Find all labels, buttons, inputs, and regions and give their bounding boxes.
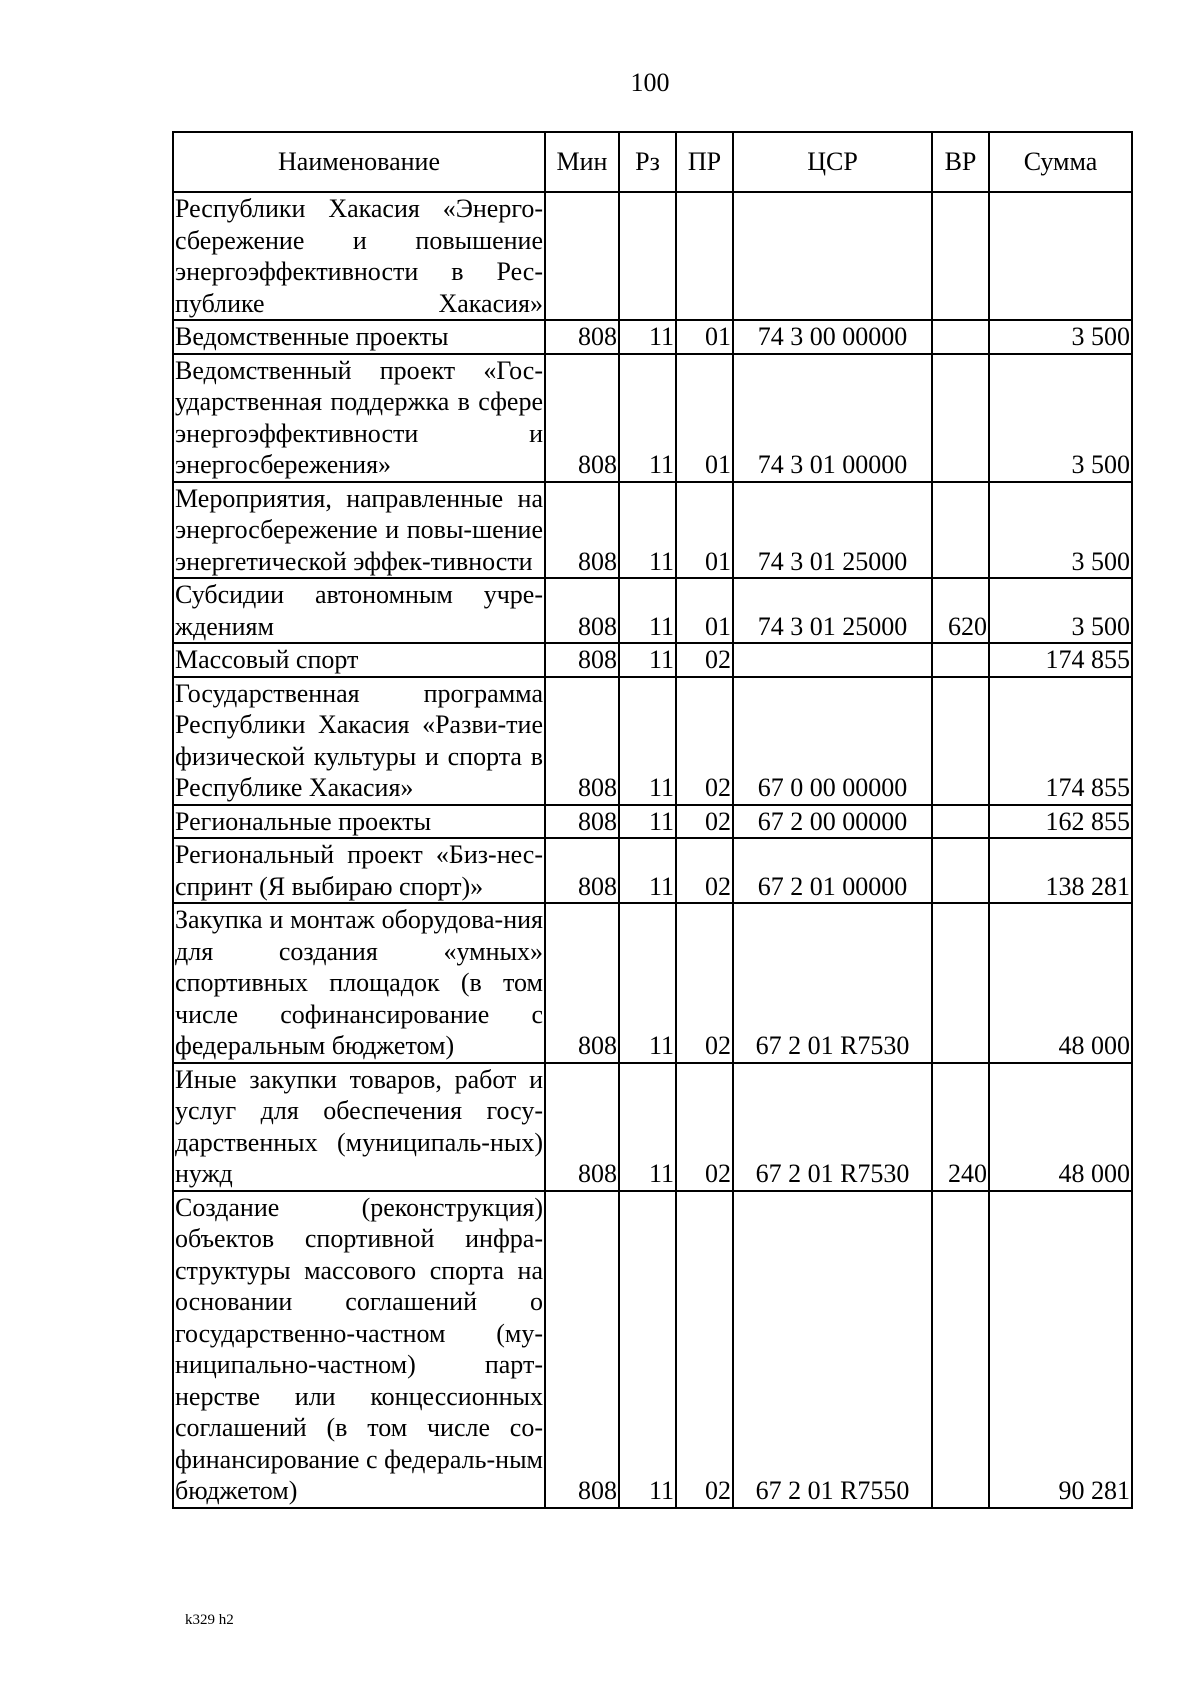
row-vr: 240 bbox=[932, 1063, 989, 1191]
row-vr bbox=[932, 838, 989, 903]
row-min: 808 bbox=[545, 354, 619, 482]
row-sum: 138 281 bbox=[989, 838, 1132, 903]
row-csr bbox=[733, 643, 932, 677]
row-csr: 67 2 01 00000 bbox=[733, 838, 932, 903]
row-name: Ведомственные проекты bbox=[173, 320, 545, 354]
row-rz bbox=[619, 192, 676, 320]
row-rz: 11 bbox=[619, 1063, 676, 1191]
row-name: Ведомственный проект «Гос-ударственная поддержка в сфере энергоэффективности и энергосбережения» bbox=[173, 354, 545, 482]
table-row bbox=[173, 677, 1132, 805]
row-rz: 11 bbox=[619, 578, 676, 643]
row-rz: 11 bbox=[619, 677, 676, 805]
row-pr: 02 bbox=[676, 805, 733, 839]
table-row bbox=[173, 578, 1132, 643]
row-csr: 74 3 01 25000 bbox=[733, 482, 932, 579]
row-vr bbox=[932, 482, 989, 579]
row-vr bbox=[932, 1191, 989, 1508]
row-sum: 48 000 bbox=[989, 903, 1132, 1063]
row-vr bbox=[932, 320, 989, 354]
row-vr bbox=[932, 643, 989, 677]
row-sum: 48 000 bbox=[989, 1063, 1132, 1191]
table-row bbox=[173, 838, 1132, 903]
table-row bbox=[173, 805, 1132, 839]
row-vr bbox=[932, 354, 989, 482]
table-row bbox=[173, 1191, 1132, 1508]
header-row bbox=[173, 132, 1132, 192]
row-csr: 74 3 01 00000 bbox=[733, 354, 932, 482]
row-min: 808 bbox=[545, 578, 619, 643]
row-name: Мероприятия, направленные на энергосбережение и повы-шение энергетической эффек-тивности bbox=[173, 482, 545, 579]
row-pr: 02 bbox=[676, 1191, 733, 1508]
header-rz: Рз bbox=[619, 132, 676, 192]
row-pr bbox=[676, 192, 733, 320]
row-rz: 11 bbox=[619, 320, 676, 354]
row-rz: 11 bbox=[619, 482, 676, 579]
row-pr: 01 bbox=[676, 320, 733, 354]
row-pr: 02 bbox=[676, 677, 733, 805]
header-min: Мин bbox=[545, 132, 619, 192]
row-rz: 11 bbox=[619, 838, 676, 903]
row-name: Закупка и монтаж оборудова-ния для создания «умных» спортивных площадок (в том числе софинансирование с федеральным бюджетом) bbox=[173, 903, 545, 1063]
row-pr: 01 bbox=[676, 354, 733, 482]
row-csr: 67 2 01 R7530 bbox=[733, 1063, 932, 1191]
row-name: Иные закупки товаров, работ и услуг для обеспечения госу-дарственных (муниципаль-ных) нужд bbox=[173, 1063, 545, 1191]
row-sum bbox=[989, 192, 1132, 320]
row-pr: 01 bbox=[676, 578, 733, 643]
row-name: Региональный проект «Биз-нес-спринт (Я выбираю спорт)» bbox=[173, 838, 545, 903]
row-pr: 02 bbox=[676, 903, 733, 1063]
row-min: 808 bbox=[545, 482, 619, 579]
row-rz: 11 bbox=[619, 354, 676, 482]
row-pr: 02 bbox=[676, 838, 733, 903]
page-number: 100 bbox=[630, 68, 670, 97]
row-min: 808 bbox=[545, 903, 619, 1063]
row-name: Создание (реконструкция) объектов спортивной инфра-структуры массового спорта на основании соглашений о государственно-частном (му-ниципально-частном) парт-нерстве или концессионных соглашений (в том числе со-финансирование с федераль-ным бюджетом) bbox=[173, 1191, 545, 1508]
table-row bbox=[173, 643, 1132, 677]
row-min: 808 bbox=[545, 838, 619, 903]
header-vr: ВР bbox=[932, 132, 989, 192]
row-sum: 3 500 bbox=[989, 320, 1132, 354]
row-csr: 67 2 01 R7550 bbox=[733, 1191, 932, 1508]
row-pr: 02 bbox=[676, 1063, 733, 1191]
row-min bbox=[545, 192, 619, 320]
row-min: 808 bbox=[545, 320, 619, 354]
document-code: k329 h2 bbox=[185, 1612, 234, 1628]
row-rz: 11 bbox=[619, 1191, 676, 1508]
row-min: 808 bbox=[545, 677, 619, 805]
row-rz: 11 bbox=[619, 805, 676, 839]
budget-table bbox=[172, 131, 1133, 1509]
row-rz: 11 bbox=[619, 903, 676, 1063]
row-sum: 174 855 bbox=[989, 677, 1132, 805]
row-sum: 3 500 bbox=[989, 354, 1132, 482]
header-sum: Сумма bbox=[989, 132, 1132, 192]
row-csr bbox=[733, 192, 932, 320]
row-csr: 74 3 00 00000 bbox=[733, 320, 932, 354]
row-vr bbox=[932, 192, 989, 320]
header-csr: ЦСР bbox=[733, 132, 932, 192]
row-rz: 11 bbox=[619, 643, 676, 677]
row-vr bbox=[932, 903, 989, 1063]
table-row bbox=[173, 192, 1132, 320]
row-min: 808 bbox=[545, 805, 619, 839]
row-sum: 3 500 bbox=[989, 482, 1132, 579]
row-vr: 620 bbox=[932, 578, 989, 643]
table-row bbox=[173, 354, 1132, 482]
table-row bbox=[173, 320, 1132, 354]
row-min: 808 bbox=[545, 1063, 619, 1191]
header-pr: ПР bbox=[676, 132, 733, 192]
row-min: 808 bbox=[545, 643, 619, 677]
row-csr: 67 2 00 00000 bbox=[733, 805, 932, 839]
table-row bbox=[173, 903, 1132, 1063]
row-name: Государственная программа Республики Хакасия «Разви-тие физической культуры и спорта в Республике Хакасия» bbox=[173, 677, 545, 805]
row-pr: 02 bbox=[676, 643, 733, 677]
table-row bbox=[173, 482, 1132, 579]
row-sum: 3 500 bbox=[989, 578, 1132, 643]
row-csr: 74 3 01 25000 bbox=[733, 578, 932, 643]
row-vr bbox=[932, 805, 989, 839]
row-min: 808 bbox=[545, 1191, 619, 1508]
row-csr: 67 2 01 R7530 bbox=[733, 903, 932, 1063]
row-name: Региональные проекты bbox=[173, 805, 545, 839]
table-row bbox=[173, 1063, 1132, 1191]
row-name: Республики Хакасия «Энерго-сбережение и повышение энергоэффективности в Рес-публике Хакасия» bbox=[173, 192, 545, 320]
row-sum: 162 855 bbox=[989, 805, 1132, 839]
row-sum: 174 855 bbox=[989, 643, 1132, 677]
row-csr: 67 0 00 00000 bbox=[733, 677, 932, 805]
row-name: Массовый спорт bbox=[173, 643, 545, 677]
row-pr: 01 bbox=[676, 482, 733, 579]
row-vr bbox=[932, 677, 989, 805]
row-sum: 90 281 bbox=[989, 1191, 1132, 1508]
row-name: Субсидии автономным учре-ждениям bbox=[173, 578, 545, 643]
header-name: Наименование bbox=[173, 132, 545, 192]
